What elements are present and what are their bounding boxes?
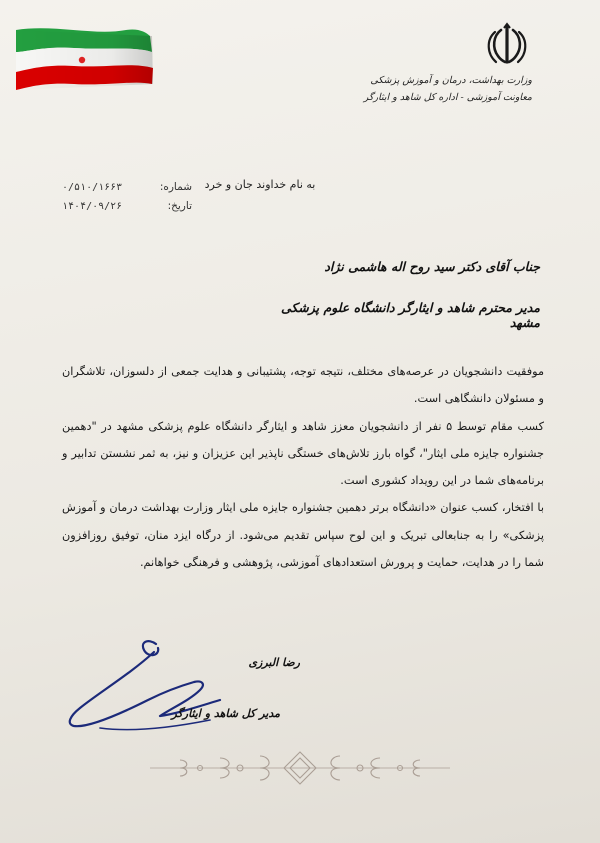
signer-name: رضا البرزی [248,656,300,669]
addressee-title: مدیر محترم شاهد و ایثارگر دانشگاه علوم پزشکی مشهد [280,300,540,330]
number-label: شماره: [159,181,192,193]
ministry-line-2: معاونت آموزشی - اداره کل شاهد و ایثارگر [363,92,532,103]
letter-meta [62,178,192,216]
date-row [62,197,192,216]
date-value: ۱۴۰۴/۰۹/۲۶ [62,201,123,212]
body-paragraph-3: با افتخار، کسب عنوان «دانشگاه برتر دهمین جشنواره جایزه ملی ایثار وزارت بهداشت درمان و آموزش پزشکی» را به جنابعالی تبریک و این لوح سپاس تقدیم می‌شود. از درگاه ایزد منان، توفیق روزافزون شما را در هدایت، حمایت و پرورش استعدادهای آموزشی، پژوهشی و فرهنگی خواهانم. [62,501,544,570]
number-row [62,178,192,197]
signer-title: مدیر کل شاهد و ایثارگر [171,707,280,720]
letter-body [62,358,544,576]
handwritten-signature [60,630,270,740]
iran-emblem-icon [484,22,530,68]
iran-flag-icon [14,22,154,108]
addressee-name: جناب آقای دکتر سید روح اله هاشمی نژاد [324,259,540,274]
body-paragraph-1: موفقیت دانشجویان در عرصه‌های مختلف، نتیجه توجه، پشتیبانی و هدایت جمعی از دلسوزان، تلاشگران و مسئولان دانشگاهی است. [62,365,544,406]
number-value: ۰/۵۱۰/۱۶۶۳ [62,182,123,193]
ministry-line-1: وزارت بهداشت، درمان و آموزش پزشکی [370,75,532,86]
body-paragraph-2: کسب مقام توسط ۵ نفر از دانشجویان معزز شاهد و ایثارگر دانشگاه علوم پزشکی مشهد در "دهمین جشنواره جایزه ملی ایثار"، گواه بارز تلاش‌های خستگی ناپذیر این عزیزان و نیز، به ثمر نشستن تدابیر و برنامه‌های شما در این رویداد کشوری است. [62,419,544,488]
ministry-heading [332,72,532,106]
bismillah: به نام خداوند جان و خرد [204,178,316,191]
decorative-border-ornament [150,748,450,788]
date-label: تاریخ: [167,200,192,212]
